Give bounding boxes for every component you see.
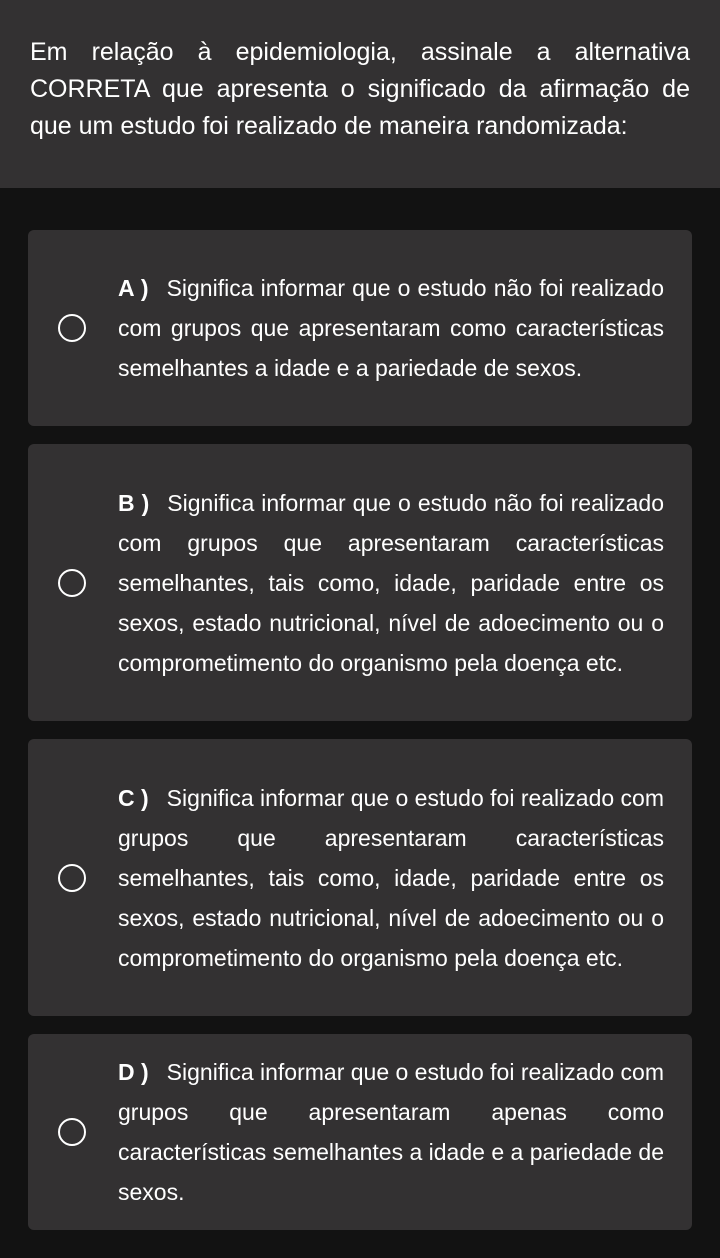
option-a-text <box>118 268 664 388</box>
options-list <box>0 188 720 1230</box>
option-a[interactable] <box>28 230 692 426</box>
radio-icon[interactable] <box>58 1118 86 1146</box>
radio-icon[interactable] <box>58 314 86 342</box>
option-label: Significa informar que o estudo não foi realizado com grupos que apresentaram características semelhantes, tais como, idade, paridade entre os sexos, estado nutricional, nível de adoecimento ou o comprometimento do organismo pela doença etc. <box>118 489 664 676</box>
question-panel <box>0 0 720 188</box>
option-letter: C ) <box>118 784 149 811</box>
option-label: Significa informar que o estudo foi realizado com grupos que apresentaram características semelhantes, tais como, idade, paridade entre os sexos, estado nutricional, nível de adoecimento ou o comprometimento do organismo pela doença etc. <box>118 784 664 971</box>
question-text: Em relação à epidemiologia, assinale a alternativa CORRETA que apresenta o significado da afirmação de que um estudo foi realizado de maneira randomizada: <box>30 38 690 140</box>
option-b[interactable] <box>28 444 692 721</box>
option-d-text <box>118 1052 664 1212</box>
option-b-text <box>118 483 664 683</box>
option-letter: D ) <box>118 1059 149 1085</box>
option-d[interactable] <box>28 1034 692 1230</box>
radio-icon[interactable] <box>58 569 86 597</box>
option-letter: B ) <box>118 489 150 516</box>
radio-icon[interactable] <box>58 864 86 892</box>
option-label: Significa informar que o estudo não foi realizado com grupos que apresentaram como características semelhantes a idade e a pariedade de sexos. <box>118 275 665 381</box>
option-c[interactable] <box>28 739 692 1016</box>
option-letter: A ) <box>118 275 149 301</box>
option-label: Significa informar que o estudo foi realizado com grupos que apresentaram apenas como características semelhantes a idade e a pariedade de sexos. <box>118 1059 664 1205</box>
option-c-text <box>118 778 664 978</box>
